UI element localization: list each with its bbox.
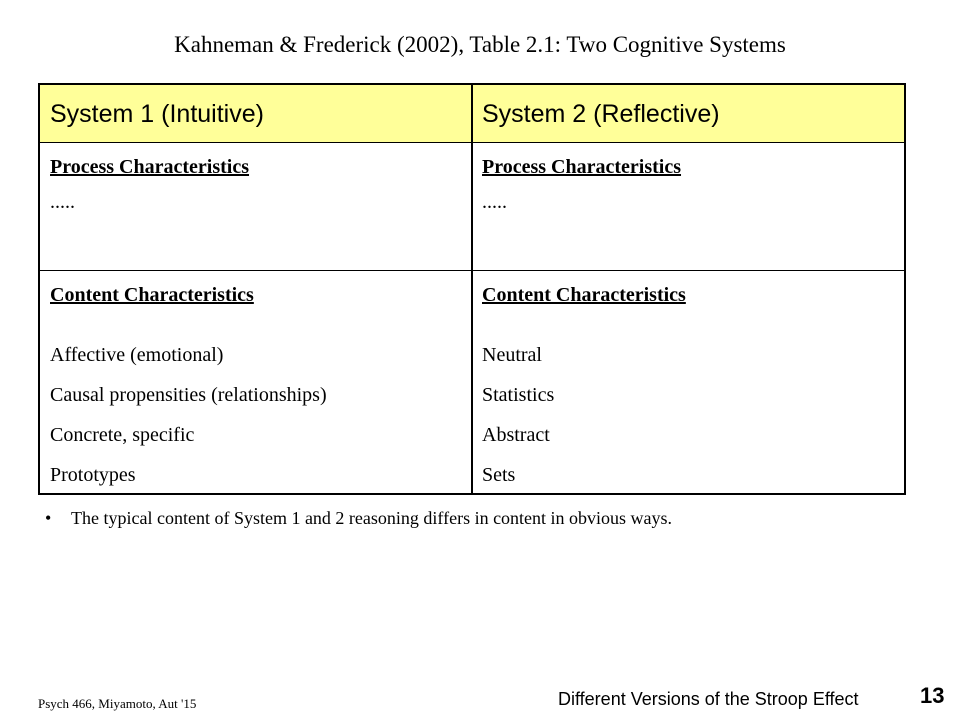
footer-course-label: Psych 466, Miyamoto, Aut '15	[38, 696, 197, 711]
list-item: Concrete, specific	[50, 424, 195, 446]
header-system-1: System 1 (Intuitive)	[40, 85, 473, 142]
process-placeholder: .....	[482, 191, 507, 213]
header-system-2: System 2 (Reflective)	[482, 100, 720, 128]
content-list-system-2	[482, 335, 554, 495]
content-row	[40, 271, 904, 493]
list-item: Causal propensities (relationships)	[50, 384, 327, 406]
bullet-icon: •	[45, 508, 52, 528]
content-cell-system-2	[473, 271, 904, 493]
footer-section-title: Different Versions of the Stroop Effect	[558, 689, 859, 709]
systems-table	[38, 83, 906, 495]
content-label: Content Characteristics	[50, 284, 254, 306]
list-item: Abstract	[482, 424, 550, 446]
list-item: Prototypes	[50, 464, 136, 486]
process-cell-system-2	[473, 143, 904, 270]
process-row	[40, 143, 904, 271]
slide-title: Kahneman & Frederick (2002), Table 2.1: Two Cognitive Systems	[174, 32, 786, 57]
content-cell-system-1	[40, 271, 473, 493]
content-label: Content Characteristics	[482, 284, 686, 306]
page-number: 13	[920, 683, 945, 708]
bullet-point	[45, 508, 925, 529]
bullet-text: The typical content of System 1 and 2 reasoning differs in content in obvious ways.	[71, 508, 673, 528]
process-cell-system-1	[40, 143, 473, 270]
list-item: Neutral	[482, 344, 542, 366]
list-item: Statistics	[482, 384, 555, 406]
list-item: Affective (emotional)	[50, 344, 224, 366]
list-item: Sets	[482, 464, 516, 486]
process-label: Process Characteristics	[50, 156, 250, 178]
process-placeholder: .....	[50, 191, 75, 213]
process-label: Process Characteristics	[482, 156, 682, 178]
content-list-system-1	[50, 335, 327, 495]
table-header-row	[40, 85, 904, 143]
